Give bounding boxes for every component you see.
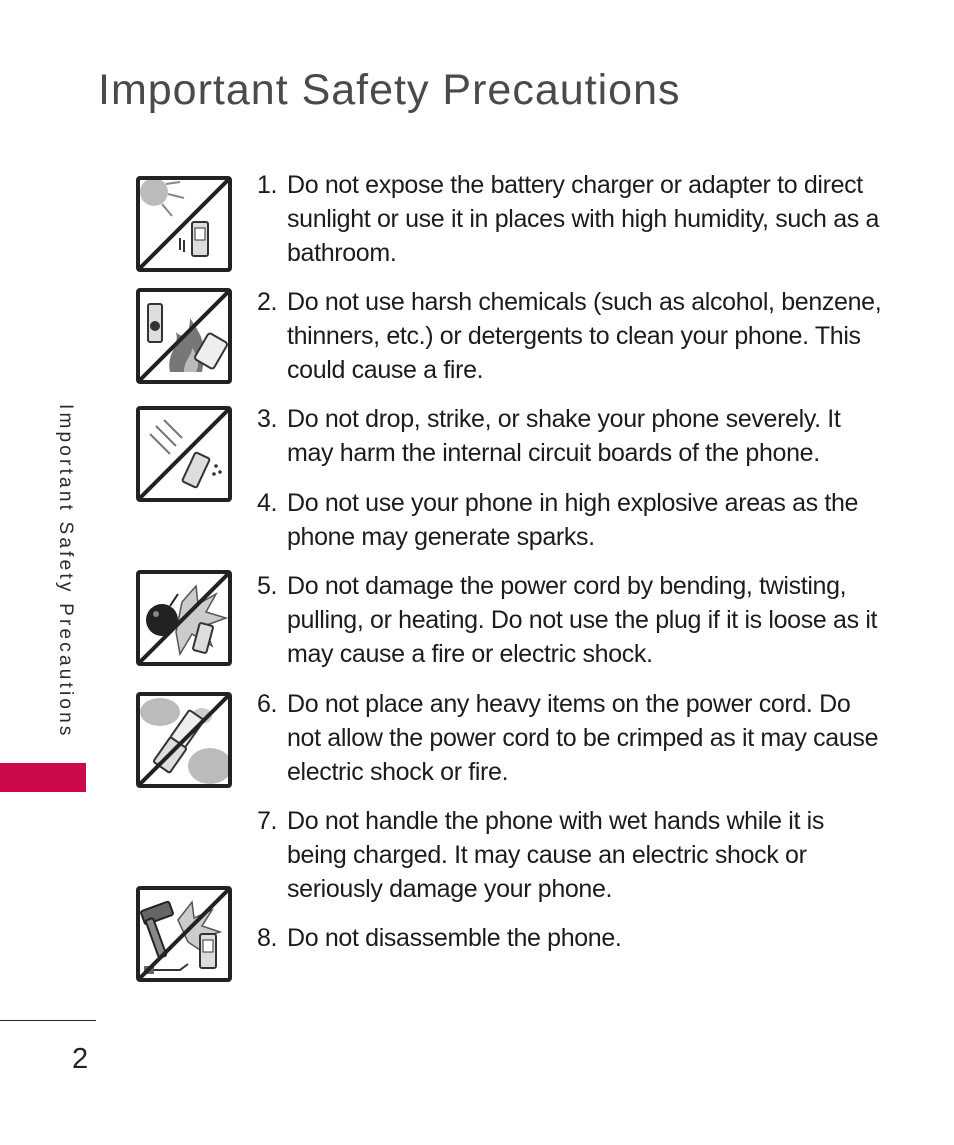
disassemble-phone-prohibited-icon (136, 886, 232, 982)
explosive-sparks-prohibited-icon (136, 570, 232, 666)
heavy-items-cord-prohibited-icon (136, 692, 232, 788)
list-item (257, 569, 887, 671)
list-item (257, 921, 887, 955)
item-number: 6. (257, 690, 278, 718)
item-number: 3. (257, 405, 278, 433)
item-number: 8. (257, 924, 278, 952)
item-number: 2. (257, 288, 278, 316)
item-text: Do not place any heavy items on the power cord. Do not allow the power cord to be crimped as it may cause electric shock or fire. (287, 690, 879, 786)
footer-rule (0, 1020, 96, 1021)
item-text: Do not disassemble the phone. (287, 924, 622, 952)
item-text: Do not drop, strike, or shake your phone severely. It may harm the internal circuit boards of the phone. (287, 405, 841, 467)
side-tab-marker (0, 763, 86, 792)
item-text: Do not use harsh chemicals (such as alcohol, benzene, thinners, etc.) or detergents to clean your phone. This could cause a fire. (287, 288, 882, 384)
item-number: 7. (257, 807, 278, 835)
list-item (257, 804, 887, 906)
sun-humidity-prohibited-icon (136, 176, 232, 272)
item-number: 5. (257, 572, 278, 600)
item-text: Do not expose the battery charger or adapter to direct sunlight or use it in places with high humidity, such as a bathroom. (287, 171, 880, 267)
item-text: Do not damage the power cord by bending, twisting, pulling, or heating. Do not use the plug if it is loose as it may cause a fire or electric shock. (287, 572, 878, 668)
page-number: 2 (72, 1043, 89, 1075)
list-item (257, 285, 887, 387)
item-number: 4. (257, 489, 278, 517)
item-number: 1. (257, 171, 278, 199)
list-item (257, 402, 887, 470)
side-tab-label: Important Safety Precautions (55, 404, 76, 739)
page-title: Important Safety Precautions (98, 66, 681, 114)
item-text: Do not use your phone in high explosive areas as the phone may generate sparks. (287, 489, 859, 551)
list-item (257, 486, 887, 554)
item-text: Do not handle the phone with wet hands while it is being charged. It may cause an electric shock or seriously damage your phone. (287, 807, 825, 903)
list-item (257, 687, 887, 789)
chemicals-fire-prohibited-icon (136, 288, 232, 384)
list-item (257, 168, 887, 270)
drop-phone-prohibited-icon (136, 406, 232, 502)
